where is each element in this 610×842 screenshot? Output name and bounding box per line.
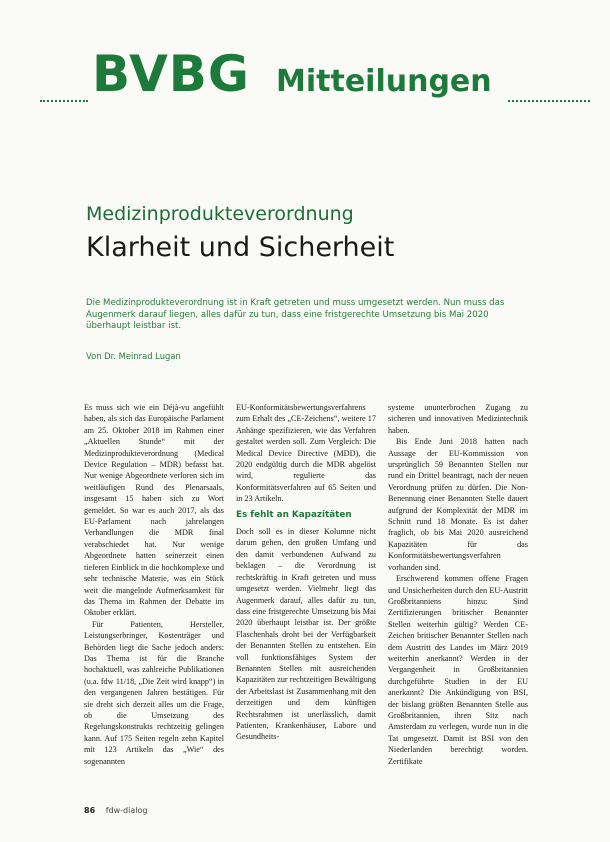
paragraph: Erschwerend kommen offene Fragen und Unsicherheiten durch den EU-Austritt Großbritanniens hinzu: Sind Zertifizierungen britischer Benannter Stellen weiterhin gültig? Werden CE-Zeichen britischer Benannter Stellen nach dem Austritt des Landes im März 2019 weiterhin anerkannt? Werden in der Vergangenheit in Großbritannien durchgeführte Studien in der EU anerkannt? Die Ankündigung von BSI, der bislang größten Benannten Stelle aus Großbritannien, ihren Sitz nach Amsterdam zu verlegen, wurde nun in die Tat umgesetzt. Damit ist BSI von den Niederlanden berechtigt worden. Zertifikate bbox=[388, 574, 528, 766]
article-byline: Von Dr. Meinrad Lugan bbox=[86, 351, 181, 361]
section-heading: Es fehlt an Kapazitäten bbox=[236, 509, 352, 520]
masthead-subtitle: Mitteilungen bbox=[276, 64, 492, 99]
paragraph: Es muss sich wie ein Déjà-vu angefühlt haben, als sich das Europäische Parlament am 25. Oktober 2018 im Rahmen einer „Aktuellen Stunde“ mit der Medizinprodukteverordnung (Medical Device Regulation – MDR) befasst hat. Nur wenige Abgeordnete verloren sich im weitläufigen Rund des Plenarsaals, insgesamt 15 haben sich zu Wort gemeldet. So war es auch 2017, als das EU-Parlament nach jahrelangen Verhandlungen die MDR final verabschiedet hat. Nur wenige Abgeordnete hatten seinerzeit einen tieferen Einblick in die hochkomplexe und sehr technische Materie, was ein Stück weit die mangelnde Aufmerksamkeit für das Thema im Rahmen der Debatte im Oktober erklärt. bbox=[84, 403, 224, 618]
column-3 bbox=[388, 402, 528, 784]
article-title: Klarheit und Sicherheit bbox=[86, 232, 395, 263]
paragraph: EU-Konformitätsbewertungsverfahrens zum Erhalt des „CE-Zeichens“, weitere 17 Anhänge spezifizieren, wie das Verfahren gestaltet werden soll. Zum Vergleich: Die Medical Device Directive (MDD), die 2020 endgültig durch die MDR abgelöst wird, regulierte das Konformitätsverfahren auf 65 Seiten und in 23 Artikeln. bbox=[236, 403, 376, 504]
masthead-rule-left bbox=[40, 100, 88, 102]
article-body bbox=[84, 402, 528, 784]
paragraph: Für Patienten, Hersteller, Leistungserbringer, Kostenträger und Behörden liegt die Sache jedoch anders: Das Thema ist für die Branche hochaktuell, was zahlreiche Publikationen (u.a. fdw 11/18, „Die Zeit wird knapp“) in den vergangenen Jahren bestätigen. Für sie dreht sich derzeit alles um die Frage, ob die Umsetzung des Regelungskonstrukts rechtzeitig gelingen kann. Auf 175 Seiten regeln zehn Kapitel mit 123 Artikeln das „Wie“ des sogenannten bbox=[84, 619, 224, 766]
article-kicker: Medizinprodukteverordnung bbox=[86, 203, 354, 225]
article-lead: Die Medizinprodukteverordnung ist in Kraft getreten und muss umgesetzt werden. Nun muss das Augenmerk darauf liegen, alles dafür zu tun, dass eine fristgerechte Umsetzung bis Mai 2020 überhaupt leistbar ist. bbox=[86, 298, 505, 331]
masthead-rule-right bbox=[508, 100, 590, 102]
footer-source: fdw-dialog bbox=[105, 806, 148, 815]
page-footer bbox=[84, 806, 147, 815]
brand-logo-text: BVBG bbox=[92, 45, 250, 103]
masthead bbox=[40, 42, 582, 112]
column-2 bbox=[236, 402, 376, 784]
page-number: 86 bbox=[84, 806, 96, 815]
paragraph: systeme ununterbrochen Zugang zu sicheren und innovativen Medizintechnik haben. bbox=[388, 403, 528, 435]
paragraph: Doch soll es in dieser Kolumne nicht darum gehen, den großen Umfang und den damit verbundenen Aufwand zu beklagen – die Verordnung ist rechtskräftig in Kraft getreten und muss umgesetzt werden. Vielmehr liegt das Augenmerk darauf, alles dafür zu tun, dass eine fristgerechte Umsetzung bis Mai 2020 überhaupt leistbar ist. Der größte Flaschenhals droht bei der Verfügbarkeit der Benannten Stellen zu entstehen. Ein voll funktionsfähiges System der Benannten Stellen mit ausreichenden Kapazitäten zur rechtzeitigen Bewältigung der Arbeitslast ist Zusammenhang mit den derzeitigen und dem künftigen Rechtsrahmen ist unerlässlich, damit Patienten, Krankenhäuser, Labore und Gesundheits- bbox=[236, 527, 376, 742]
paragraph: Bis Ende Juni 2018 hatten nach Aussage der EU-Kommission von ursprünglich 59 Benannten Stellen nur rund ein Drittel beantragt, nach der neuen Verordnung prüfen zu dürfen. Die Non-Benennung einer Benannten Stelle dauert aufgrund der Komplexität der MDR im Schnitt rund 18 Monate. Es ist daher fraglich, ob bis Mai 2020 ausreichend Kapazitäten für das Konformitätsbewertungsverfahren vorhanden sind. bbox=[388, 437, 528, 572]
column-1 bbox=[84, 402, 224, 784]
